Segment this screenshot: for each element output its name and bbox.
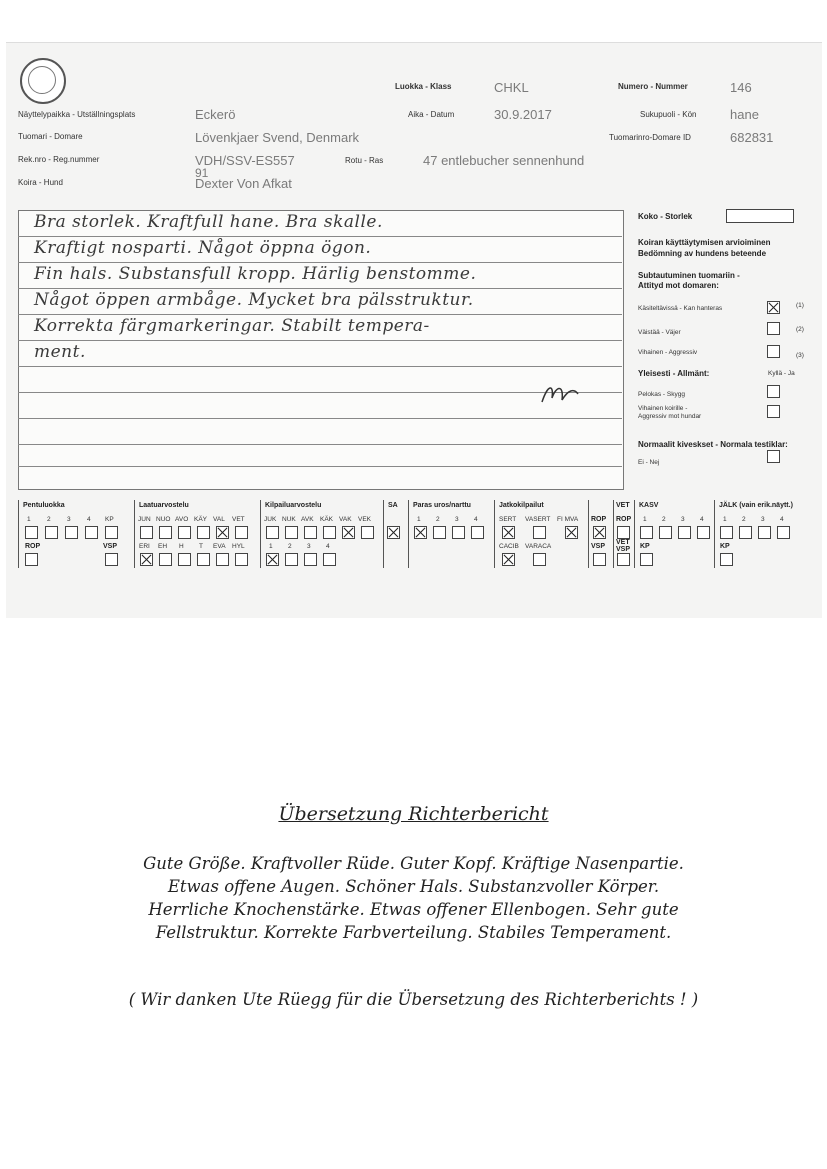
judge-value: Lövenkjaer Svend, Denmark [195,130,360,145]
quality-group [134,500,253,568]
checkbox [304,553,317,566]
checkbox [678,526,691,539]
judge-label: Tuomari - Domare [18,132,83,141]
yes-label: Kyllä - Ja [768,370,795,377]
sa-heading: SA [388,502,398,509]
class-value: CHKL [494,80,529,95]
quality-bottom: T [199,543,203,550]
checkbox [323,553,336,566]
checkbox [777,526,790,539]
checkbox [216,553,229,566]
sert-label: SERT [499,516,517,523]
handwritten-line-1: Bra storlek. Kraftfull hane. Bra skalle. [34,212,383,232]
aggr-dogs-checkbox [767,405,780,418]
rule-line [18,340,622,341]
translation-body [0,852,827,944]
regno-value: VDH/SSV-ES557 [195,153,295,168]
quality-top: VET [232,516,245,523]
breed-value: 47 entlebucher sennenhund [423,153,585,168]
jalk-heading: JÄLK (vain erik.näytt.) [719,502,793,509]
checkbox [25,553,38,566]
checkbox [323,526,336,539]
judge-signature [538,380,582,408]
cacib-label: CACIB [499,543,519,550]
date-value: 30.9.2017 [494,107,552,122]
handwritten-line-6: ment. [34,342,86,362]
quality-top: NUO [156,516,171,523]
checkbox [266,526,279,539]
comp-num: 4 [326,543,330,550]
vet-heading: VET [616,502,630,509]
rop-group [588,500,613,568]
checkbox [25,526,38,539]
checkbox [433,526,446,539]
checkbox [285,553,298,566]
attitude-title: Subtautuminen tuomariin - [638,271,740,280]
dog-label: Koira - Hund [18,178,63,187]
rule-line [18,314,622,315]
regno-label: Rek.nro - Reg.nummer [18,155,100,164]
checkbox [65,526,78,539]
judge-id-label: Tuomarinro-Domare ID [609,133,691,142]
quality-top: KÄY [194,516,208,523]
rule-line [18,366,622,367]
vsp-label: VSP [591,543,606,550]
kasv-heading: KASV [639,502,659,509]
best-num: 1 [417,516,421,523]
puppy-class-group [18,500,123,568]
comp-top: NUK [282,516,296,523]
translation-credit: ( Wir danken Ute Rüegg für die Übersetzung des Richterberichts ! ) [128,990,699,1009]
vet-group [613,500,634,568]
number-label: Numero - Nummer [618,82,688,91]
quality-top: VAL [213,516,225,523]
best-num: 2 [436,516,440,523]
checkbox [235,526,248,539]
aggressive-num: (3) [796,352,804,359]
translation-line: Fellstruktur. Korrekte Farbverteilung. Stabiles Temperament. [155,923,672,942]
checkbox [414,526,427,539]
number-value: 146 [730,80,752,95]
behaviour-title: Koiran käyttäytymisen arvioiminen [638,238,771,247]
continue-group [494,500,587,568]
puppy-class-heading: Pentuluokka [23,502,65,509]
checkbox [304,526,317,539]
rule-line [18,236,622,237]
puppy-num: 2 [47,516,51,523]
puppy-num: 3 [67,516,71,523]
date-label: Aika - Datum [408,110,455,119]
size-label: Koko - Storlek [638,212,693,221]
timid-checkbox [767,385,780,398]
checkbox [471,526,484,539]
varaca-label: VARACA [525,543,552,550]
checkbox [533,526,546,539]
checkbox [105,553,118,566]
puppy-rop: ROP [25,543,41,550]
handleable-num: (1) [796,302,804,309]
attitude-title-2: Attityd mot domaren: [638,281,719,290]
checkbox [45,526,58,539]
checkbox [533,553,546,566]
jalk-num: 4 [780,516,784,523]
checkbox [593,526,606,539]
checkbox [758,526,771,539]
checkbox [266,553,279,566]
comp-top: JUK [264,516,277,523]
regno-suffix: 91 [195,166,209,180]
checkbox [387,526,400,539]
jalk-num: 2 [742,516,746,523]
checkbox [140,553,153,566]
checkbox [178,553,191,566]
evasive-num: (2) [796,326,804,333]
translation-title: Übersetzung Richterbericht [278,803,549,825]
checkbox [85,526,98,539]
comp-num: 2 [288,543,292,550]
checkbox [140,526,153,539]
kasv-group [634,500,713,568]
comp-top: VAK [339,516,352,523]
checkbox [565,526,578,539]
rule-line [18,262,622,263]
comp-num: 1 [269,543,273,550]
checkbox [617,553,630,566]
translation-line: Gute Größe. Kraftvoller Rüde. Guter Kopf. Kräftige Nasenpartie. [143,854,684,873]
sa-group [383,500,406,568]
comp-num: 3 [307,543,311,550]
sex-label: Sukupuoli - Kön [640,110,697,119]
aggressive-checkbox [767,345,780,358]
best-heading: Paras uros/narttu [413,502,471,509]
quality-bottom: EVA [213,543,226,550]
checkbox [235,553,248,566]
jalk-num: 1 [723,516,727,523]
checkbox [197,553,210,566]
breed-label: Rotu - Ras [345,156,384,165]
sex-value: hane [730,107,759,122]
venue-value: Eckerö [195,107,236,122]
rule-line [18,418,622,419]
fimva-label: FI MVA [557,516,579,523]
puppy-num: 1 [27,516,31,523]
checkbox [197,526,210,539]
comp-top: AVK [301,516,314,523]
checkbox [361,526,374,539]
handwritten-line-2: Kraftigt nosparti. Något öppna ögon. [34,238,372,258]
checkbox [640,526,653,539]
timid-label: Pelokas - Skygg [638,391,685,398]
size-field [726,209,794,223]
kennel-club-logo [20,58,66,104]
comp-top: KÄK [320,516,334,523]
checkbox [617,526,630,539]
quality-bottom: EH [158,543,168,550]
no-label: Ei - Nej [638,459,660,466]
rule-line [18,444,622,445]
checkbox [105,526,118,539]
checkbox [593,553,606,566]
puppy-kp: KP [105,516,114,523]
vet-rop-label: ROP [616,516,632,523]
evasive-label: Väistää - Väjer [638,329,681,336]
aggr-dogs-label-2: Aggressiv mot hundar [638,413,702,420]
jalk-num: 3 [761,516,765,523]
quality-bottom: HYL [232,543,245,550]
checkbox [640,553,653,566]
checkbox [720,553,733,566]
handwritten-line-4: Något öppen armbåge. Mycket bra pälsstruktur. [34,290,474,310]
evasive-checkbox [767,322,780,335]
behaviour-title-2: Bedömning av hundens beteende [638,249,767,258]
comp-top: VEK [358,516,372,523]
quality-top: AVO [175,516,189,523]
jalk-kp: KP [720,543,730,550]
checkbox [178,526,191,539]
rule-line [18,466,622,467]
kasv-kp: KP [640,543,650,550]
kasv-num: 4 [700,516,704,523]
kasv-num: 2 [662,516,666,523]
checkbox [342,526,355,539]
quality-bottom: ERI [139,543,150,550]
best-num: 4 [474,516,478,523]
aggressive-label: Vihainen - Aggressiv [638,349,698,356]
checkbox [502,526,515,539]
venue-label: Näyttelypaikka - Utställningsplats [18,110,136,119]
checkbox [502,553,515,566]
checkbox [720,526,733,539]
quality-heading: Laatuarvostelu [139,502,189,509]
kasv-num: 1 [643,516,647,523]
puppy-vsp: VSP [103,543,118,550]
kasv-num: 3 [681,516,685,523]
general-label: Yleisesti - Allmänt: [638,369,710,378]
checkbox [659,526,672,539]
handleable-label: Käsiteltävissä - Kan hanteras [638,305,723,312]
checkbox [159,526,172,539]
best-group [408,500,491,568]
checkbox [159,553,172,566]
testicles-checkbox [767,450,780,463]
rule-line [18,392,622,393]
jalk-group [714,500,811,568]
checkbox [452,526,465,539]
translation-line: Etwas offene Augen. Schöner Hals. Substanzvoller Körper. [167,877,660,896]
vasert-label: VASERT [525,516,551,523]
competition-group [260,500,379,568]
quality-top: JUN [138,516,151,523]
best-num: 3 [455,516,459,523]
checkbox [285,526,298,539]
handleable-checkbox [767,301,780,314]
aggr-dogs-label: Vihainen koirille - [638,405,688,412]
judge-id-value: 682831 [730,130,774,145]
checkbox [216,526,229,539]
class-label: Luokka - Klass [395,82,452,91]
vet-vsp-label: VET VSP [616,539,631,553]
checkbox [739,526,752,539]
rop-label: ROP [591,516,607,523]
testicles-label: Normaalit kiveskset - Normala testiklar: [638,440,788,449]
rule-line [18,288,622,289]
handwritten-line-3: Fin hals. Substansfull kropp. Härlig benstomme. [34,264,477,284]
checkbox [697,526,710,539]
dog-value: Dexter Von Afkat [195,176,292,191]
puppy-num: 4 [87,516,91,523]
translation-line: Herrliche Knochenstärke. Etwas offener Ellenbogen. Sehr gute [148,900,679,919]
handwritten-line-5: Korrekta färgmarkeringar. Stabilt tempera- [34,316,430,336]
quality-bottom: H [179,543,184,550]
competition-heading: Kilpailuarvostelu [265,502,322,509]
continue-heading: Jatkokilpailut [499,502,544,509]
